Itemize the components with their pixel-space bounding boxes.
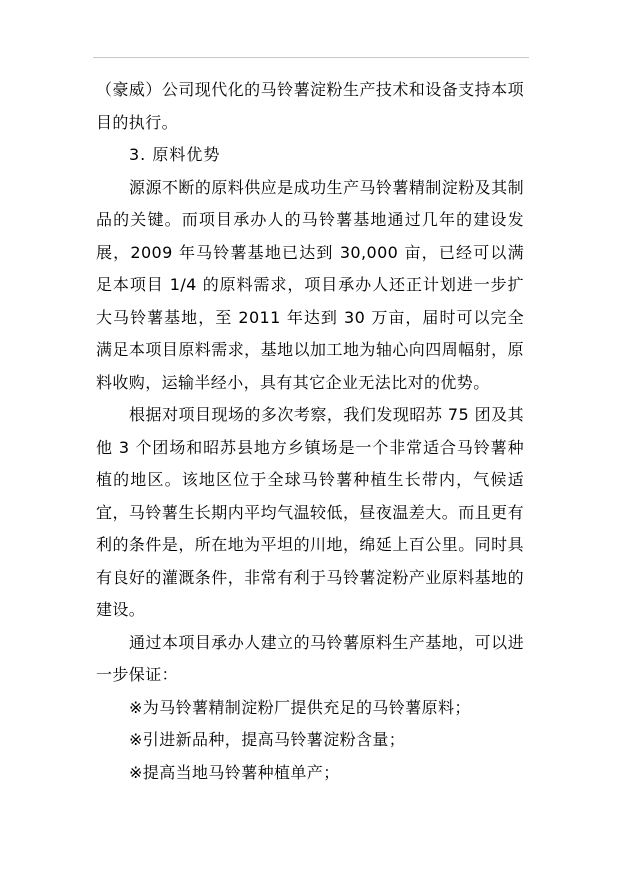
header-rule (93, 57, 529, 58)
bullet-item-new-varieties: ※引进新品种，提高马铃薯淀粉含量； (129, 730, 406, 749)
bullet-item-raw-material: ※为马铃薯精制淀粉厂提供充足的马铃薯原料； (129, 697, 471, 717)
paragraph-supply: 源源不断的原料供应是成功生产马铃薯精制淀粉及其制品的关键。而项目承办人的马铃薯基地通过几年的建设发展，2009 年马铃薯基地已达到 30,000 亩，已经可以满足本项目 1/4 的原料需求，项目承办人还正计划进一步扩大马铃薯基地，至 2011 年达到 30 万亩，届时可以完全满足本项目原料需求，基地以加工地为轴心向四周幅射，原料收购，运输半经小，具有其它企业无法比对的优势。 (96, 177, 524, 392)
section-heading: 3. 原料优势 (129, 145, 221, 164)
paragraph-site-survey: 根据对项目现场的多次考察，我们发现昭苏 75 团及其他 3 个团场和昭苏县地方乡镇场是一个非常适合马铃薯种植的地区。该地区位于全球马铃薯种植生长带内，气候适宜，马铃薯生长期内平均气温较低，昼夜温差大。而且更有利的条件是，所在地为平坦的川地，绵延上百公里。同时具有良好的灌溉条件，非常有利于马铃薯淀粉产业原料基地的建设。 (96, 405, 524, 619)
bullet-item-yield: ※提高当地马铃薯种植单产； (129, 762, 340, 782)
paragraph-continuation: （豪威）公司现代化的马铃薯淀粉生产技术和设备支持本项目的执行。 (96, 80, 524, 132)
body-text (96, 74, 524, 789)
paragraph-base-guarantee: 通过本项目承办人建立的马铃薯原料生产基地，可以进一步保证： (96, 632, 524, 684)
